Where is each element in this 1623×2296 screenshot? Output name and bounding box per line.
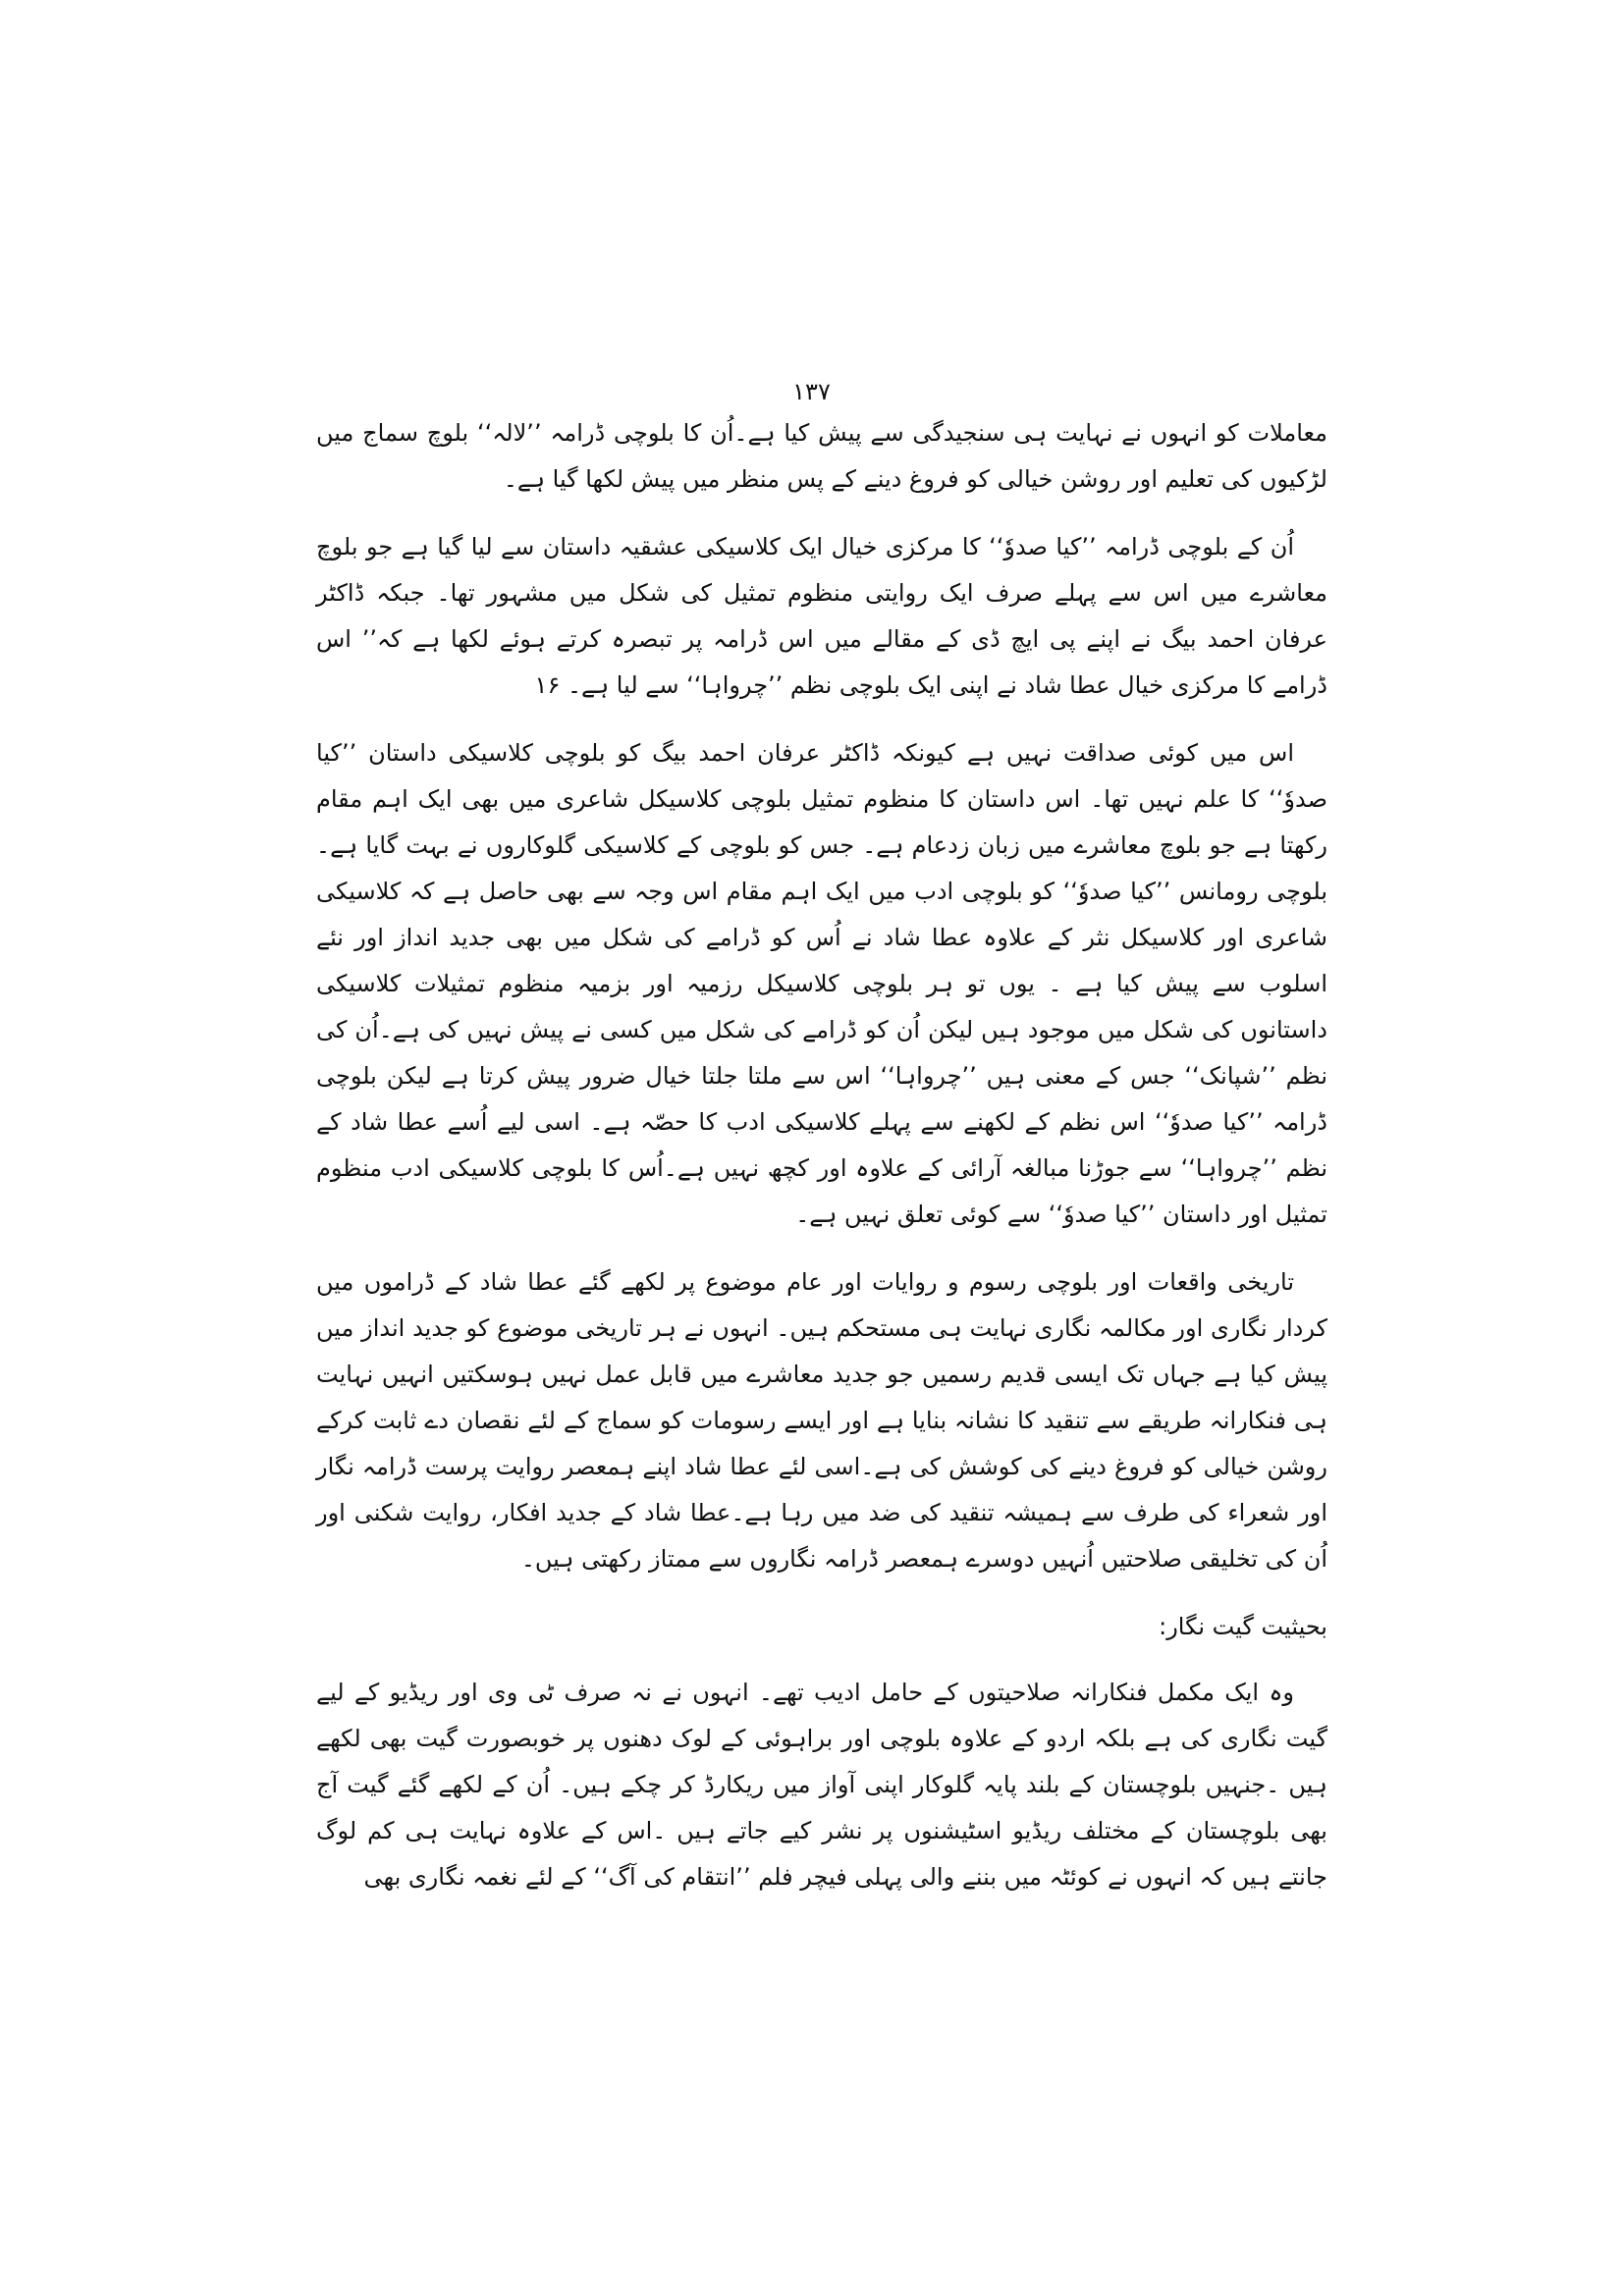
paragraph-5: وہ ایک مکمل فنکارانہ صلاحیتوں کے حامل ادیب تھے۔ انہوں نے نہ صرف ٹی وی اور ریڈیو کے لیے گیت نگاری کی ہے بلکہ اردو کے علاوہ بلوچی اور براہوئی کے لوک دھنوں پر خوبصورت گیت بھی لکھے ہیں ۔جنہیں بلوچستان کے بلند پایہ گلوکار اپنی آواز میں ریکارڈ کر چکے ہیں۔ اُن کے لکھے گئے گیت آج بھی بلوچستان کے مختلف ریڈیو اسٹیشنوں پر نشر کیے جاتے ہیں ۔اس کے علاوہ نہایت ہی کم لوگ جانتے ہیں کہ انہوں نے کوئٹہ میں بننے والی پہلی فیچر فلم ’’انتقام کی آگ‘‘ کے لئے نغمہ نگاری بھی xyxy=(316,1679,1327,1891)
paragraph-1: معاملات کو انہوں نے نہایت ہی سنجیدگی سے پیش کیا ہے۔اُن کا بلوچی ڈرامہ ’’لالہ‘‘ بلوچ سماج میں لڑکیوں کی تعلیم اور روشن خیالی کو فروغ دینے کے پس منظر میں پیش لکھا گیا ہے۔ xyxy=(316,419,1327,493)
paragraph-3: اس میں کوئی صداقت نہیں ہے کیونکہ ڈاکٹر عرفان احمد بیگ کو بلوچی کلاسیکی داستان ’’کیا صدوٗ‘‘ کا علم نہیں تھا۔ اس داستان کا منظوم تمثیل بلوچی کلاسیکل شاعری میں بھی ایک اہم مقام رکھتا ہے جو بلوچ معاشرے میں زبان زدعام ہے۔ جس کو بلوچی کے کلاسیکی گلوکاروں نے بہت گایا ہے۔بلوچی رومانس ’’کیا صدوٗ‘‘ کو بلوچی ادب میں ایک اہم مقام اس وجہ سے بھی حاصل ہے کہ کلاسیکی شاعری اور کلاسیکل نثر کے علاوہ عطا شاد نے اُس کو ڈرامے کی شکل میں بھی جدید انداز اور نئے اسلوب سے پیش کیا ہے ۔ یوں تو ہر بلوچی کلاسیکل رزمیہ اور بزمیہ منظوم تمثیلات کلاسیکی داستانوں کی شکل میں موجود ہیں لیکن اُن کو ڈرامے کی شکل میں کسی نے پیش نہیں کی ہے۔اُن کی نظم ’’شپانک‘‘ جس کے معنی ہیں ’’چرواہا‘‘ اس سے ملتا جلتا خیال ضرور پیش کرتا ہے لیکن بلوچی ڈرامہ ’’کیا صدوٗ‘‘ اس نظم کے لکھنے سے پہلے کلاسیکی ادب کا حصّہ ہے۔ اسی لیے اُسے عطا شاد کے نظم ’’چرواہا‘‘ سے جوڑنا مبالغہ آرائی کے علاوہ اور کچھ نہیں ہے۔اُس کا بلوچی کلاسیکی ادب منظوم تمثیل اور داستان ’’کیا صدوٗ‘‘ سے کوئی تعلق نہیں ہے۔ xyxy=(316,739,1327,1228)
page-body xyxy=(316,410,1327,1922)
page-number: ۱۳۷ xyxy=(792,378,831,405)
paragraph-2: اُن کے بلوچی ڈرامہ ’’کیا صدوٗ‘‘ کا مرکزی خیال ایک کلاسیکی عشقیہ داستان سے لیا گیا ہے جو بلوچ معاشرے میں اس سے پہلے صرف ایک روایتی منظوم تمثیل کی شکل میں مشہور تھا۔ جبکہ ڈاکٹر عرفان احمد بیگ نے اپنے پی ایچ ڈی کے مقالے میں اس ڈرامہ پر تبصرہ کرتے ہوئے لکھا ہے کہ’’ اس ڈرامے کا مرکزی خیال عطا شاد نے اپنی ایک بلوچی نظم ’’چرواہا‘‘ سے لیا ہے۔ ۱۶ xyxy=(316,533,1327,699)
section-heading: بحیثیت گیت نگار: xyxy=(1159,1613,1327,1640)
paragraph-4: تاریخی واقعات اور بلوچی رسوم و روایات اور عام موضوع پر لکھے گئے عطا شاد کے ڈراموں میں کردار نگاری اور مکالمہ نگاری نہایت ہی مستحکم ہیں۔ انہوں نے ہر تاریخی موضوع کو جدید انداز میں پیش کیا ہے جہاں تک ایسی قدیم رسمیں جو جدید معاشرے میں قابل عمل نہیں ہوسکتیں انہیں نہایت ہی فنکارانہ طریقے سے تنقید کا نشانہ بنایا ہے اور ایسے رسومات کو سماج کے لئے نقصان دے ثابت کرکے روشن خیالی کو فروغ دینے کی کوشش کی ہے۔اسی لئے عطا شاد اپنے ہمعصر روایت پرست ڈرامہ نگار اور شعراء کی طرف سے ہمیشہ تنقید کی ضد میں رہا ہے۔عطا شاد کے جدید افکار، روایت شکنی اور اُن کی تخلیقی صلاحتیں اُنہیں دوسرے ہمعصر ڈرامہ نگاروں سے ممتاز رکھتی ہیں۔ xyxy=(316,1268,1327,1573)
